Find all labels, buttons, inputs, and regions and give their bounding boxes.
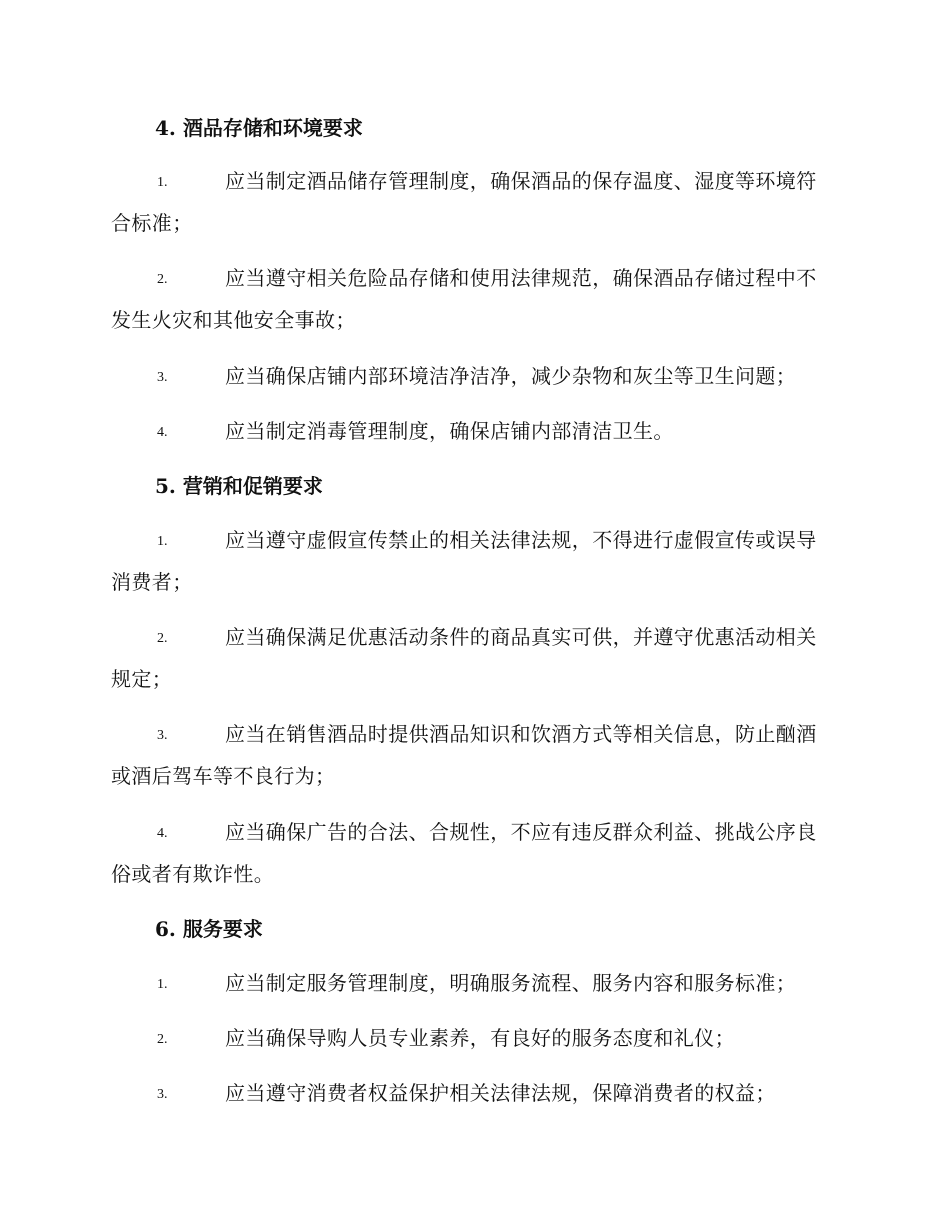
item-text: 应当确保店铺内部环境洁净洁净，减少杂物和灰尘等卫生问题； bbox=[225, 364, 797, 388]
item-number: 1. bbox=[157, 977, 168, 992]
item-number: 2. bbox=[157, 1032, 168, 1047]
item-text: 应当在销售酒品时提供酒品知识和饮酒方式等相关信息，防止酗酒或酒后驾车等不良行为； bbox=[111, 722, 817, 788]
item-text: 应当确保满足优惠活动条件的商品真实可供，并遵守优惠活动相关规定； bbox=[111, 625, 817, 691]
item-text: 应当制定服务管理制度，明确服务流程、服务内容和服务标准； bbox=[225, 971, 797, 995]
section-heading: 6. 服务要求 bbox=[155, 917, 263, 941]
item-number: 4. bbox=[157, 826, 168, 841]
item-text: 应当制定消毒管理制度，确保店铺内部清洁卫生。 bbox=[225, 419, 674, 443]
item-number: 3. bbox=[157, 370, 168, 385]
item-number: 1. bbox=[157, 534, 168, 549]
section-heading: 4. 酒品存储和环境要求 bbox=[155, 116, 363, 140]
item-number: 4. bbox=[157, 425, 168, 440]
item-number: 3. bbox=[157, 1087, 168, 1102]
item-text: 应当制定酒品储存管理制度，确保酒品的保存温度、湿度等环境符合标准； bbox=[111, 169, 817, 235]
item-text: 应当遵守相关危险品存储和使用法律规范，确保酒品存储过程中不发生火灾和其他安全事故； bbox=[111, 266, 817, 332]
item-text: 应当确保广告的合法、合规性，不应有违反群众利益、挑战公序良俗或者有欺诈性。 bbox=[111, 820, 817, 886]
item-number: 2. bbox=[157, 272, 168, 287]
item-number: 1. bbox=[157, 175, 168, 190]
item-text: 应当确保导购人员专业素养，有良好的服务态度和礼仪； bbox=[225, 1026, 735, 1050]
item-text: 应当遵守消费者权益保护相关法律法规，保障消费者的权益； bbox=[225, 1081, 776, 1105]
item-text: 应当遵守虚假宣传禁止的相关法律法规，不得进行虚假宣传或误导消费者； bbox=[111, 528, 817, 594]
section-heading: 5. 营销和促销要求 bbox=[155, 474, 323, 498]
item-number: 3. bbox=[157, 728, 168, 743]
item-number: 2. bbox=[157, 631, 168, 646]
